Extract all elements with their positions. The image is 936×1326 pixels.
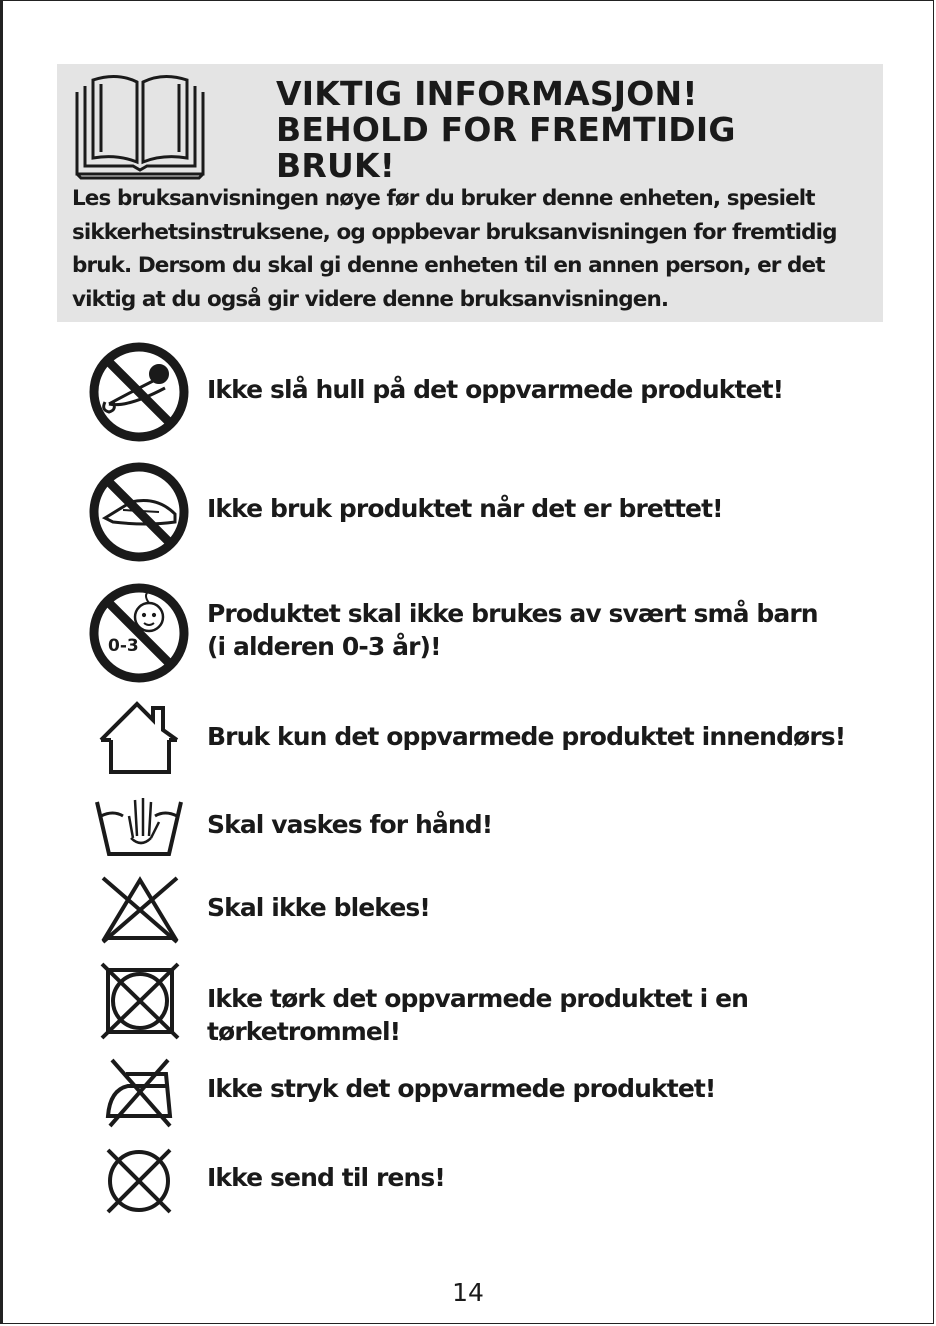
rule-text: Ikke bruk produktet når det er brettet! xyxy=(207,494,723,523)
age-badge: 0-3 xyxy=(108,636,139,656)
no-tumble-dry-icon xyxy=(100,962,180,1040)
no-bleach-icon xyxy=(99,874,181,944)
indoor-use-icon xyxy=(97,700,181,776)
rule-text: Ikke send til rens! xyxy=(207,1163,445,1192)
no-piercing-icon xyxy=(87,340,191,444)
hand-wash-icon xyxy=(93,792,185,858)
no-iron-icon xyxy=(104,1056,176,1128)
info-title: VIKTIG INFORMASJON! BEHOLD FOR FREMTIDIG BRUK! xyxy=(276,74,736,185)
rule-text: Produktet skal ikke brukes av svært små barn (i alderen 0-3 år)! xyxy=(207,599,818,661)
page-number: 14 xyxy=(452,1278,484,1307)
open-book-icon xyxy=(73,70,207,180)
rule-text: Bruk kun det oppvarmede produktet innendørs! xyxy=(207,722,846,751)
info-body: Les bruksanvisningen nøye før du bruker denne enheten, spesielt sikkerhetsinstruksene, og oppbevar bruksanvisningen for fremtidig bruk. Dersom du skal gi denne enheten til en annen person, er det viktig at du også gir videre denne bruksanvisningen. xyxy=(72,186,837,312)
rule-text: Skal vaskes for hånd! xyxy=(207,810,493,839)
rule-text: Skal ikke blekes! xyxy=(207,893,430,922)
no-dry-clean-icon xyxy=(102,1144,176,1218)
rule-text: Ikke slå hull på det oppvarmede produktet! xyxy=(207,375,784,404)
no-folding-icon xyxy=(87,460,191,564)
important-info-box xyxy=(57,64,883,322)
rule-text: Ikke stryk det oppvarmede produktet! xyxy=(207,1074,716,1103)
no-children-icon xyxy=(87,581,191,685)
rule-text: Ikke tørk det oppvarmede produktet i en tørketrommel! xyxy=(207,984,749,1046)
